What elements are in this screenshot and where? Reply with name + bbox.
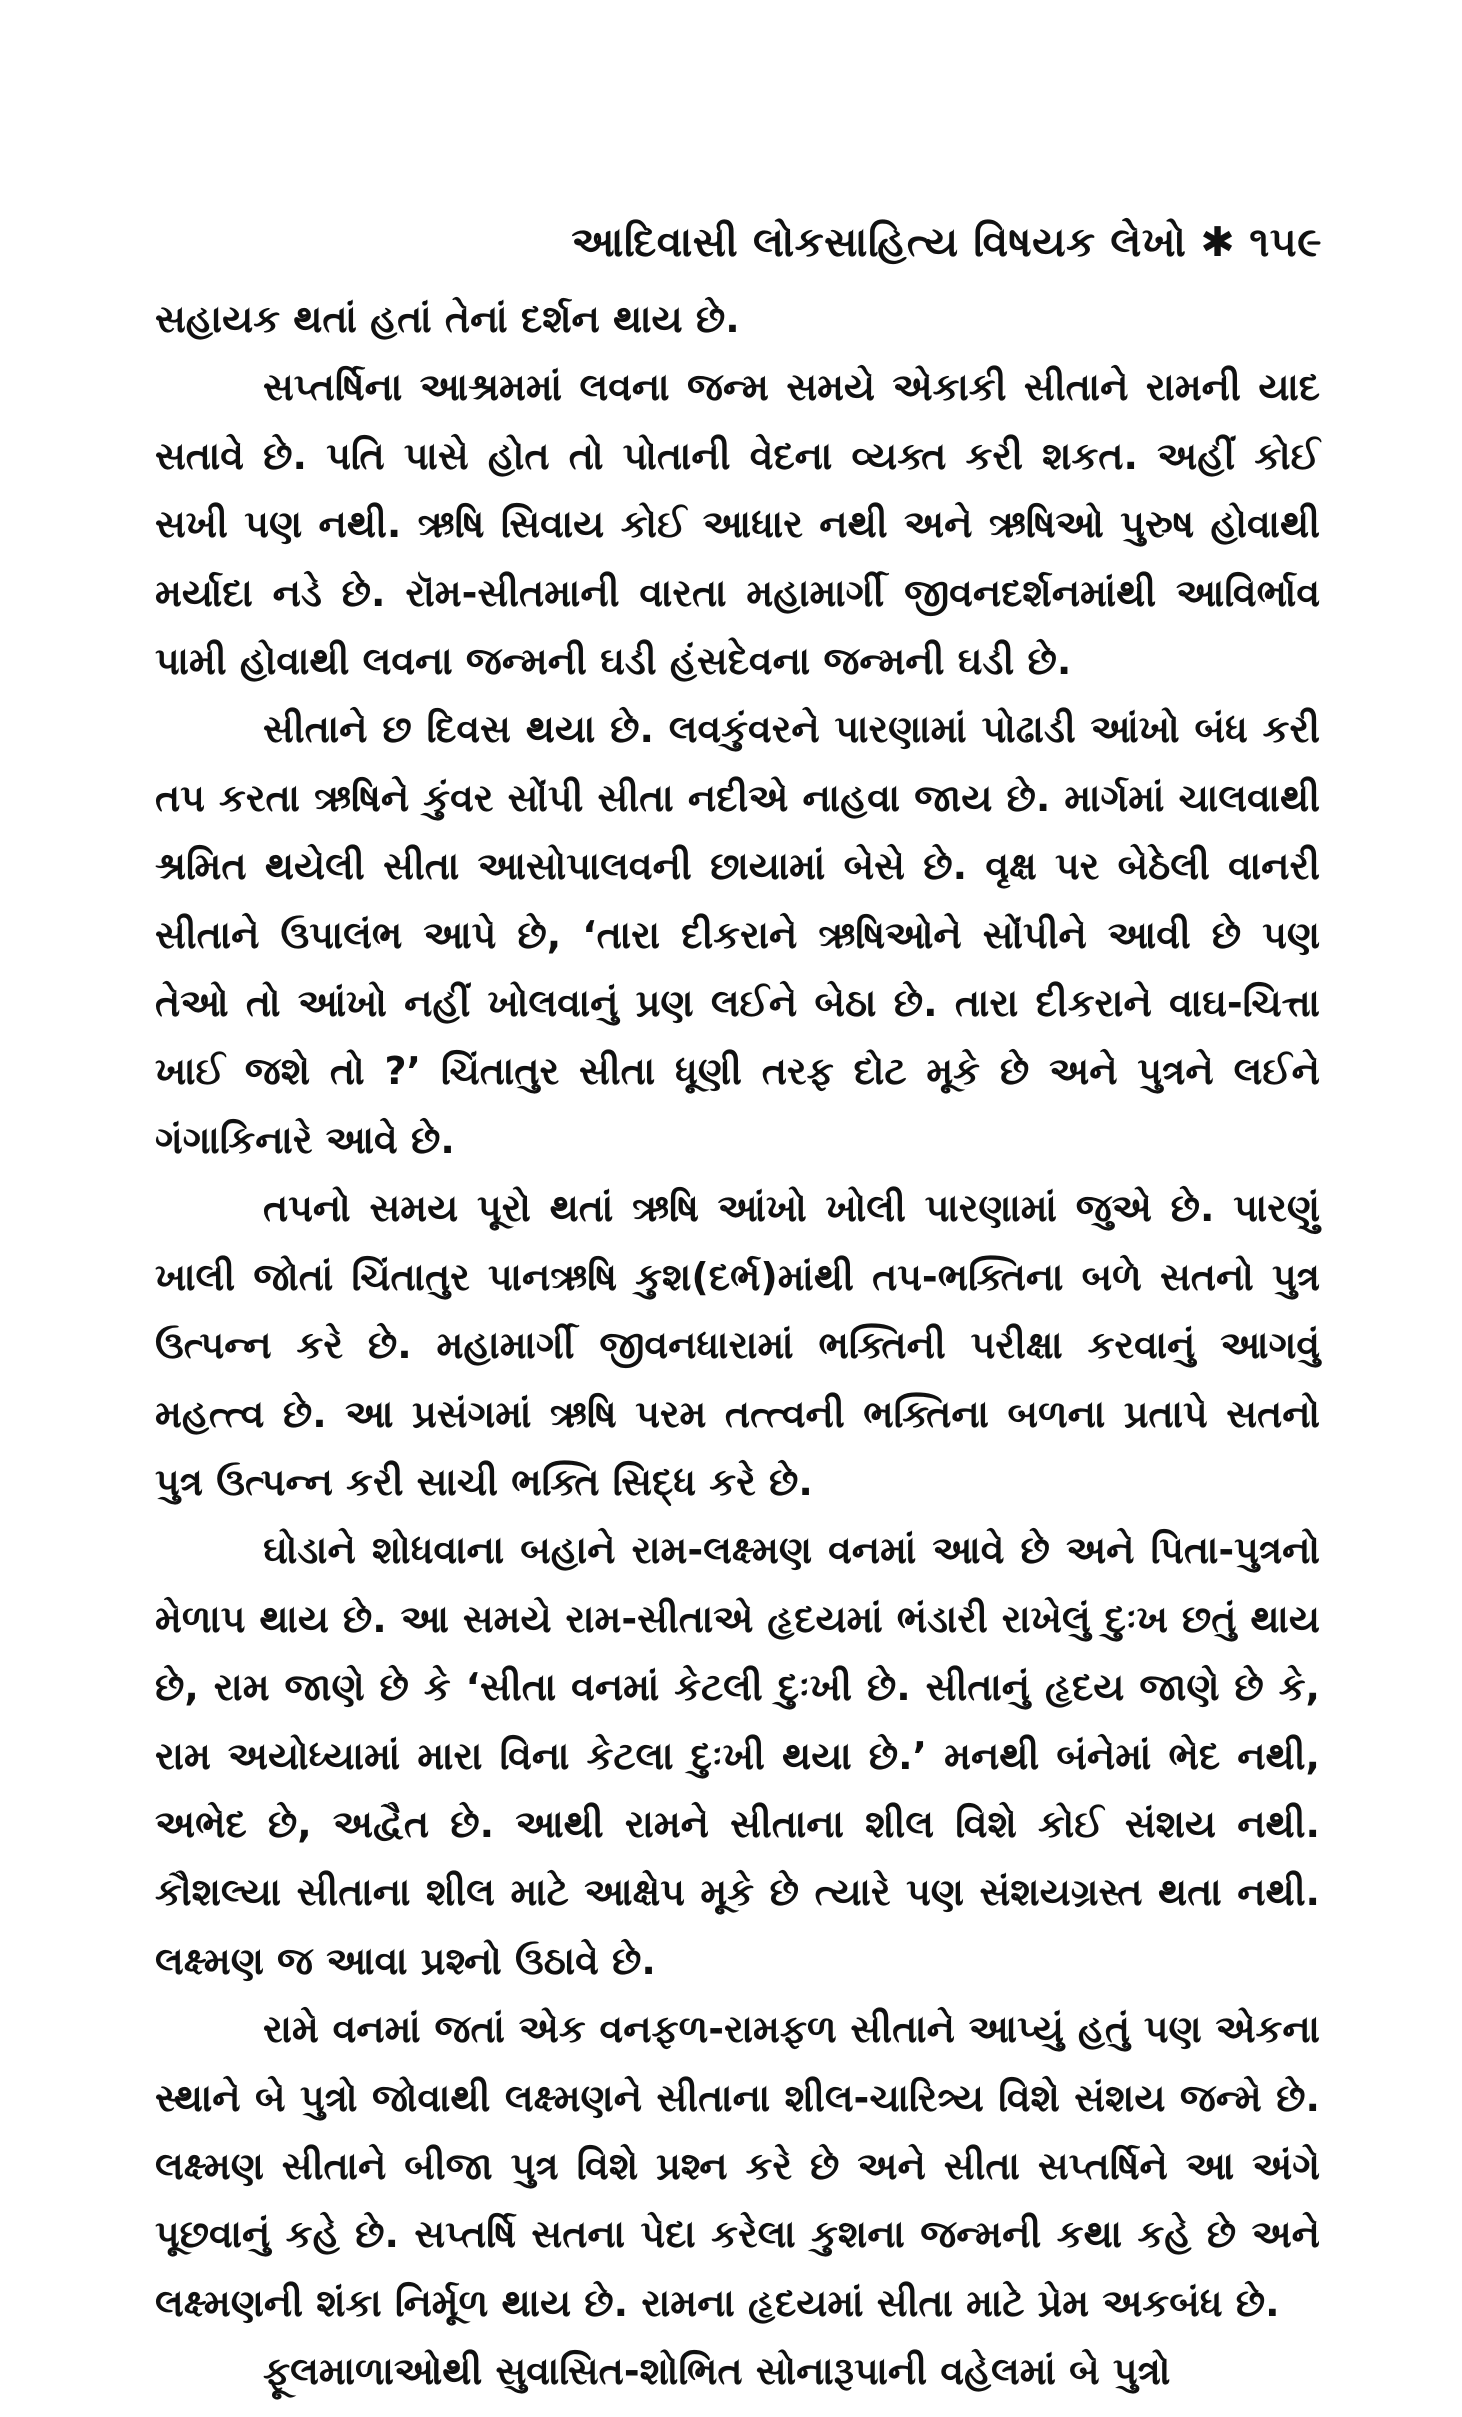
asterisk-separator-icon: ✱	[1200, 218, 1236, 266]
running-header-title: આદિવાસી લોકસાહિત્ય વિષયક લેખો	[571, 218, 1187, 266]
paragraph-continuation: સહાયક થતાં હતાં તેનાં દર્શન થાય છે.	[155, 297, 740, 341]
paragraph: ફૂલમાળાઓથી સુવાસિત-શોભિત સોનારૂપાની વહેલમાં બે પુત્રો	[263, 2349, 1171, 2394]
paragraph: સપ્તર્ષિના આશ્રમમાં લવના જન્મ સમયે એકાકી સીતાને રામની યાદ સતાવે છે. પતિ પાસે હોત તો પોતાની વેદના વ્યક્ત કરી શકત. અહીં કોઈ સખી પણ નથી. ઋષિ સિવાય કોઈ આધાર નથી અને ઋષિઓ પુરુષ હોવાથી મર્યાદા નડે છે. રૉમ-સીતમાની વારતા મહામાર્ગી જીવનદર્શનમાંથી આવિર્ભાવ પામી હોવાથી લવના જન્મની ઘડી હંસદેવના જન્મની ઘડી છે.	[155, 365, 1320, 684]
paragraph: ઘોડાને શોધવાના બહાને રામ-લક્ષ્મણ વનમાં આવે છે અને પિતા-પુત્રનો મેળાપ થાય છે. આ સમયે રામ-સીતાએ હૃદયમાં ભંડારી રાખેલું દુઃખ છતું થાય છે, રામ જાણે છે કે ‘સીતા વનમાં કેટલી દુઃખી છે. સીતાનું હૃદય જાણે છે કે, રામ અયોધ્યામાં મારા વિના કેટલા દુઃખી થયા છે.’ મનથી બંનેમાં ભેદ નથી, અભેદ છે, અદ્વૈત છે. આથી રામને સીતાના શીલ વિશે કોઈ સંશય નથી. કૌશલ્યા સીતાના શીલ માટે આક્ષેપ મૂકે છે ત્યારે પણ સંશયગ્રસ્ત થતા નથી. લક્ષ્મણ જ આવા પ્રશ્નો ઉઠાવે છે.	[155, 1528, 1320, 1983]
body-text	[155, 285, 1320, 2406]
paragraph: તપનો સમય પૂરો થતાં ઋષિ આંખો ખોલી પારણામાં જુએ છે. પારણું ખાલી જોતાં ચિંતાતુર પાનઋષિ કુશ(દર્ભ)માંથી તપ-ભક્તિના બળે સતનો પુત્ર ઉત્પન્ન કરે છે. મહામાર્ગી જીવનધારામાં ભક્તિની પરીક્ષા કરવાનું આગવું મહત્ત્વ છે. આ પ્રસંગમાં ઋષિ પરમ તત્ત્વની ભક્તિના બળના પ્રતાપે સતનો પુત્ર ઉત્પન્ન કરી સાચી ભક્તિ સિદ્ધ કરે છે.	[155, 1186, 1320, 1504]
paragraph: સીતાને છ દિવસ થયા છે. લવકુંવરને પારણામાં પોઢાડી આંખો બંધ કરી તપ કરતા ઋષિને કુંવર સોંપી સીતા નદીએ નાહવા જાય છે. માર્ગમાં ચાલવાથી શ્રમિત થયેલી સીતા આસોપાલવની છાયામાં બેસે છે. વૃક્ષ પર બેઠેલી વાનરી સીતાને ઉપાલંભ આપે છે, ‘તારા દીકરાને ઋષિઓને સોંપીને આવી છે પણ તેઓ તો આંખો નહીં ખોલવાનું પ્રણ લઈને બેઠા છે. તારા દીકરાને વાઘ-ચિત્તા ખાઈ જશે તો ?’ ચિંતાતુર સીતા ધૂણી તરફ દોટ મૂકે છે અને પુત્રને લઈને ગંગાકિનારે આવે છે.	[155, 707, 1320, 1162]
paragraph: રામે વનમાં જતાં એક વનફળ-રામફળ સીતાને આપ્યું હતું પણ એકના સ્થાને બે પુત્રો જોવાથી લક્ષ્મણને સીતાના શીલ-ચારિત્ર્ય વિશે સંશય જન્મે છે. લક્ષ્મણ સીતાને બીજા પુત્ર વિશે પ્રશ્ન કરે છે અને સીતા સપ્તર્ષિને આ અંગે પૂછવાનું કહે છે. સપ્તર્ષિ સતના પેદા કરેલા કુશના જન્મની કથા કહે છે અને લક્ષ્મણની શંકા નિર્મૂળ થાય છે. રામના હૃદયમાં સીતા માટે પ્રેમ અકબંધ છે.	[155, 2007, 1320, 2325]
running-header	[571, 218, 1322, 267]
page-number: ૧૫૯	[1249, 218, 1322, 266]
